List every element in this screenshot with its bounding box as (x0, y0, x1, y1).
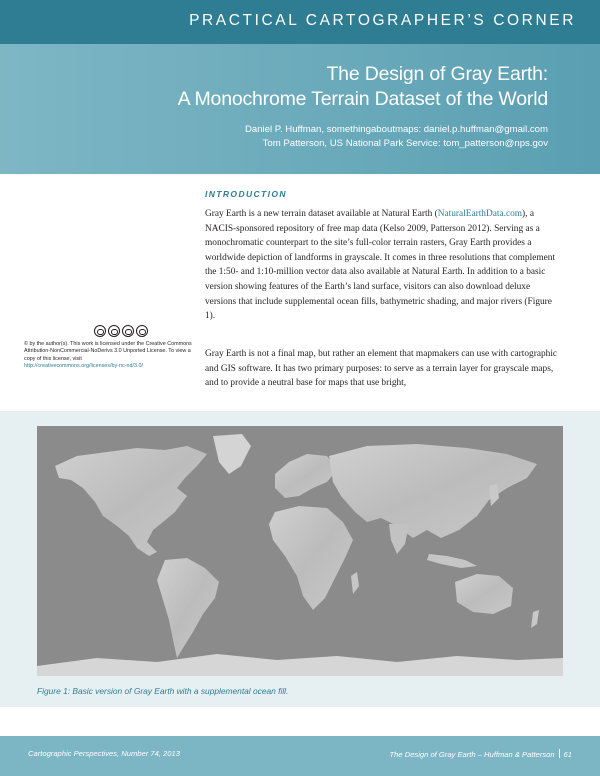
intro-paragraph-2: Gray Earth is not a final map, but rather an element that mapmakers can use with cartographic and GIS software. It has two primary purposes: to serve as a terrain layer for grayscale maps, and to provide a neutral base for maps that use bright, (205, 349, 558, 389)
author-list (245, 123, 548, 151)
license-statement: © by the author(s). This work is licensed under the Creative Commons Attribution-NonCommercial-NoDerivs 3.0 Unported License. To view a copy of this license, visit (24, 341, 192, 362)
section-header-band (0, 0, 600, 44)
gray-earth-world-map (37, 426, 563, 676)
article-title-line-2: A Monochrome Terrain Dataset of the World (177, 88, 548, 110)
world-map-graphic (37, 426, 563, 676)
cc-nd-icon (136, 325, 148, 337)
cc-license-badge (42, 325, 199, 337)
footer-journal: Cartographic Perspectives, Number 74, 2013 (28, 749, 180, 758)
figure-caption: Figure 1: Basic version of Gray Earth with a supplemental ocean fill. (37, 686, 289, 696)
cc-icon (94, 325, 106, 337)
author-2: Tom Patterson, US National Park Service: tom_patterson@nps.gov (262, 138, 548, 149)
footer-separator (559, 749, 560, 758)
article-title-line-1: The Design of Gray Earth: (326, 63, 548, 85)
natural-earth-link[interactable]: NaturalEarthData.com (437, 209, 523, 219)
license-block (24, 325, 199, 371)
intro-p1-text-b: ), a NACIS-sponsored repository of free map data (Kelso 2009, Patterson 2012). Serving as a monochromatic counterpart to the site’s full-color terrain rasters, Gray Earth provides a worldwide depiction of landforms in grayscale. It comes in three resolutions that complement the 1:50- and 1:10-million vector data also available at Natural Earth. In addition to a basic version showing features of the Earth’s land surface, visitors can also download deluxe versions that include supplemental ocean fills, bathymetric shading, and major rivers (Figure 1). (205, 209, 556, 322)
page-footer (0, 736, 600, 776)
intro-paragraph-1 (205, 207, 562, 324)
cc-nc-icon (122, 325, 134, 337)
license-link[interactable]: http://creativecommons.org/licenses/by-nc-nd/3.0/ (24, 363, 143, 370)
page-number: 61 (563, 750, 572, 759)
cc-by-icon (108, 325, 120, 337)
license-text (24, 341, 199, 371)
intro-p1-text-a: Gray Earth is a new terrain dataset available at Natural Earth ( (205, 209, 438, 219)
footer-right (390, 749, 572, 759)
article-title (178, 62, 548, 112)
section-title: PRACTICAL CARTOGRAPHER’S CORNER (189, 12, 576, 29)
title-band (0, 44, 600, 174)
section-heading-introduction: INTRODUCTION (205, 189, 287, 199)
footer-running-title: The Design of Gray Earth – Huffman & Patterson (389, 750, 555, 759)
author-1: Daniel P. Huffman, somethingaboutmaps: daniel.p.huffman@gmail.com (244, 124, 548, 135)
